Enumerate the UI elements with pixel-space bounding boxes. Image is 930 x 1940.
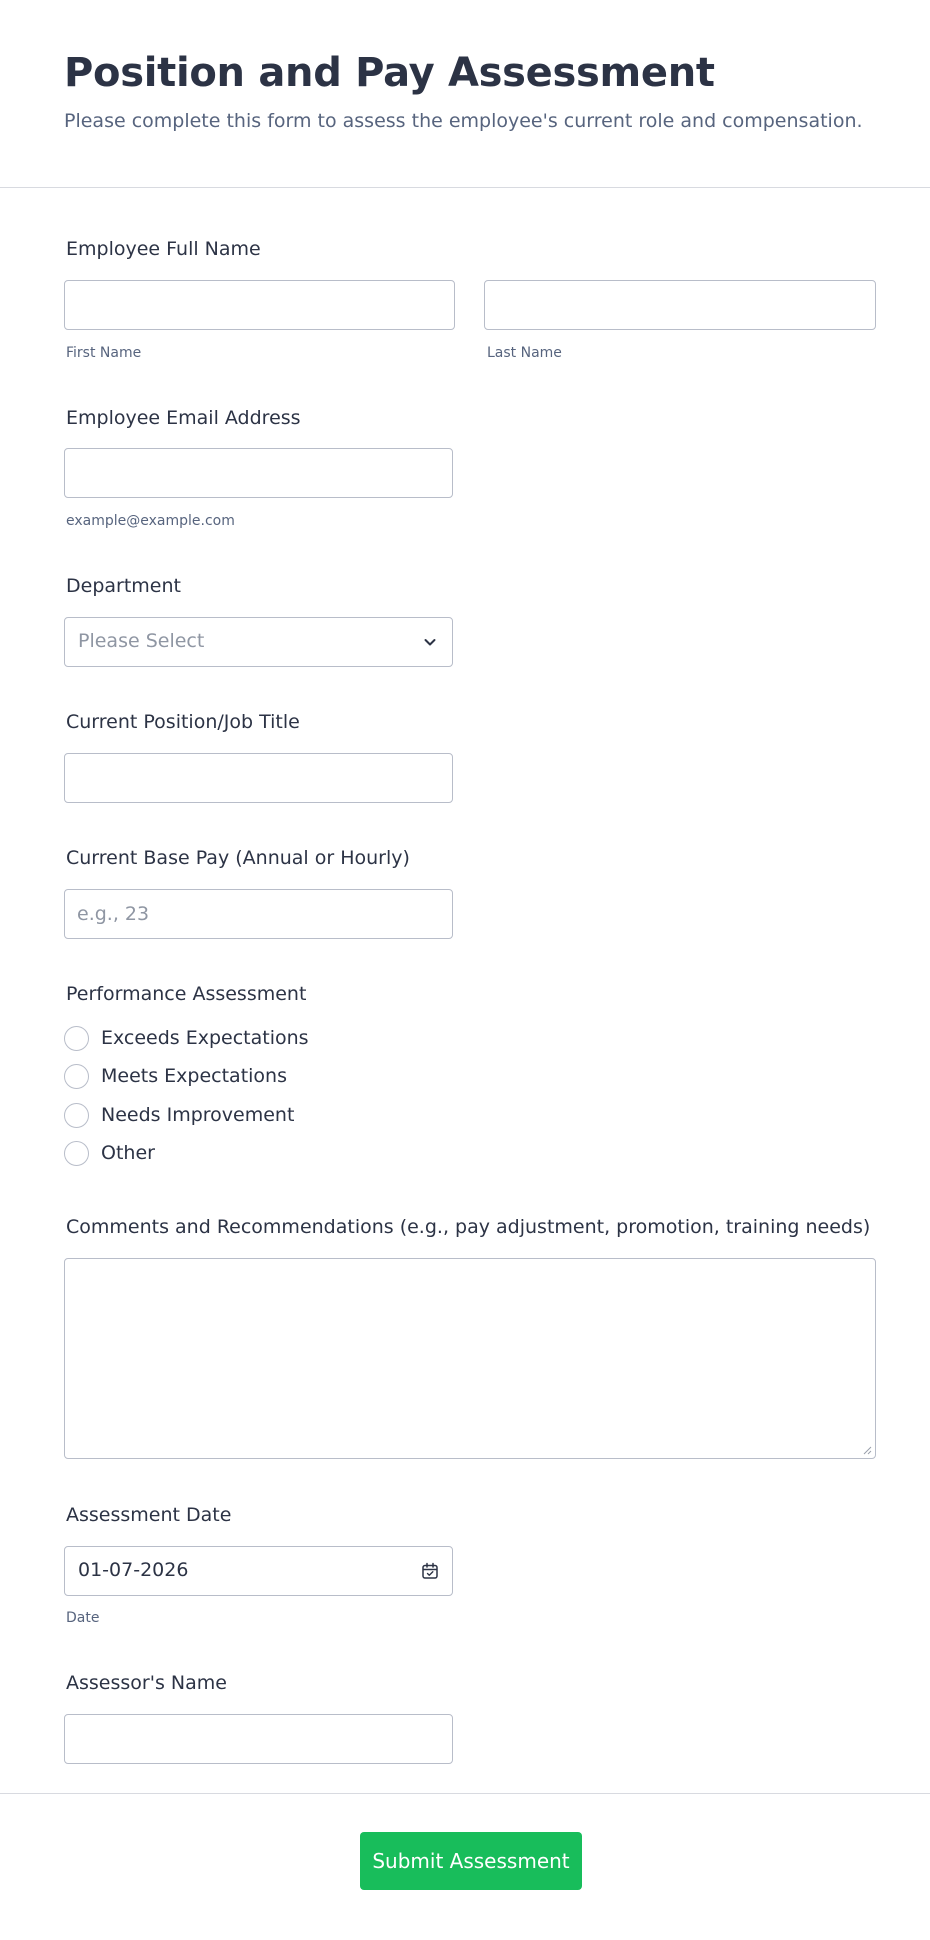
form-title: Position and Pay Assessment (64, 50, 715, 96)
submit-button[interactable]: Submit Assessment (360, 1832, 582, 1890)
radio-label: Exceeds Expectations (101, 1027, 309, 1049)
performance-label: Performance Assessment (66, 983, 307, 1005)
department-label: Department (66, 575, 181, 597)
form-subtitle: Please complete this form to assess the employee's current role and compensation. (64, 110, 863, 132)
chevron-down-icon (422, 634, 438, 650)
first-name-input[interactable] (64, 280, 455, 330)
assessor-input[interactable] (64, 1714, 453, 1764)
email-sublabel: example@example.com (66, 513, 235, 529)
email-label: Employee Email Address (66, 407, 301, 429)
last-name-sublabel: Last Name (487, 345, 562, 361)
radio-option-other[interactable] (64, 1139, 155, 1167)
form-header (0, 0, 930, 188)
footer-divider (0, 1793, 930, 1794)
radio-button[interactable] (64, 1064, 89, 1089)
assessment-date-input[interactable] (64, 1546, 453, 1596)
comments-label: Comments and Recommendations (e.g., pay adjustment, promotion, training needs) (66, 1216, 871, 1238)
assessment-date-sublabel: Date (66, 1610, 100, 1626)
position-label: Current Position/Job Title (66, 711, 300, 733)
radio-label: Other (101, 1142, 155, 1164)
first-name-sublabel: First Name (66, 345, 142, 361)
base-pay-label: Current Base Pay (Annual or Hourly) (66, 847, 410, 869)
radio-button[interactable] (64, 1103, 89, 1128)
radio-option-meets[interactable] (64, 1062, 287, 1090)
position-input[interactable] (64, 753, 453, 803)
full-name-label: Employee Full Name (66, 238, 261, 260)
email-input[interactable] (64, 448, 453, 498)
assessment-date-label: Assessment Date (66, 1504, 232, 1526)
base-pay-input[interactable] (64, 889, 453, 939)
assessment-date-value: 01-07-2026 (78, 1559, 189, 1581)
radio-option-exceeds[interactable] (64, 1024, 309, 1052)
last-name-input[interactable] (484, 280, 876, 330)
resize-grip-icon[interactable] (862, 1445, 872, 1455)
radio-label: Needs Improvement (101, 1104, 295, 1126)
department-placeholder: Please Select (78, 630, 205, 652)
department-select[interactable] (64, 617, 453, 667)
radio-option-needs-improvement[interactable] (64, 1101, 294, 1129)
comments-textarea[interactable] (64, 1258, 876, 1459)
radio-button[interactable] (64, 1026, 89, 1051)
calendar-icon[interactable] (420, 1561, 440, 1581)
assessor-label: Assessor's Name (66, 1672, 227, 1694)
radio-label: Meets Expectations (101, 1065, 287, 1087)
radio-button[interactable] (64, 1141, 89, 1166)
